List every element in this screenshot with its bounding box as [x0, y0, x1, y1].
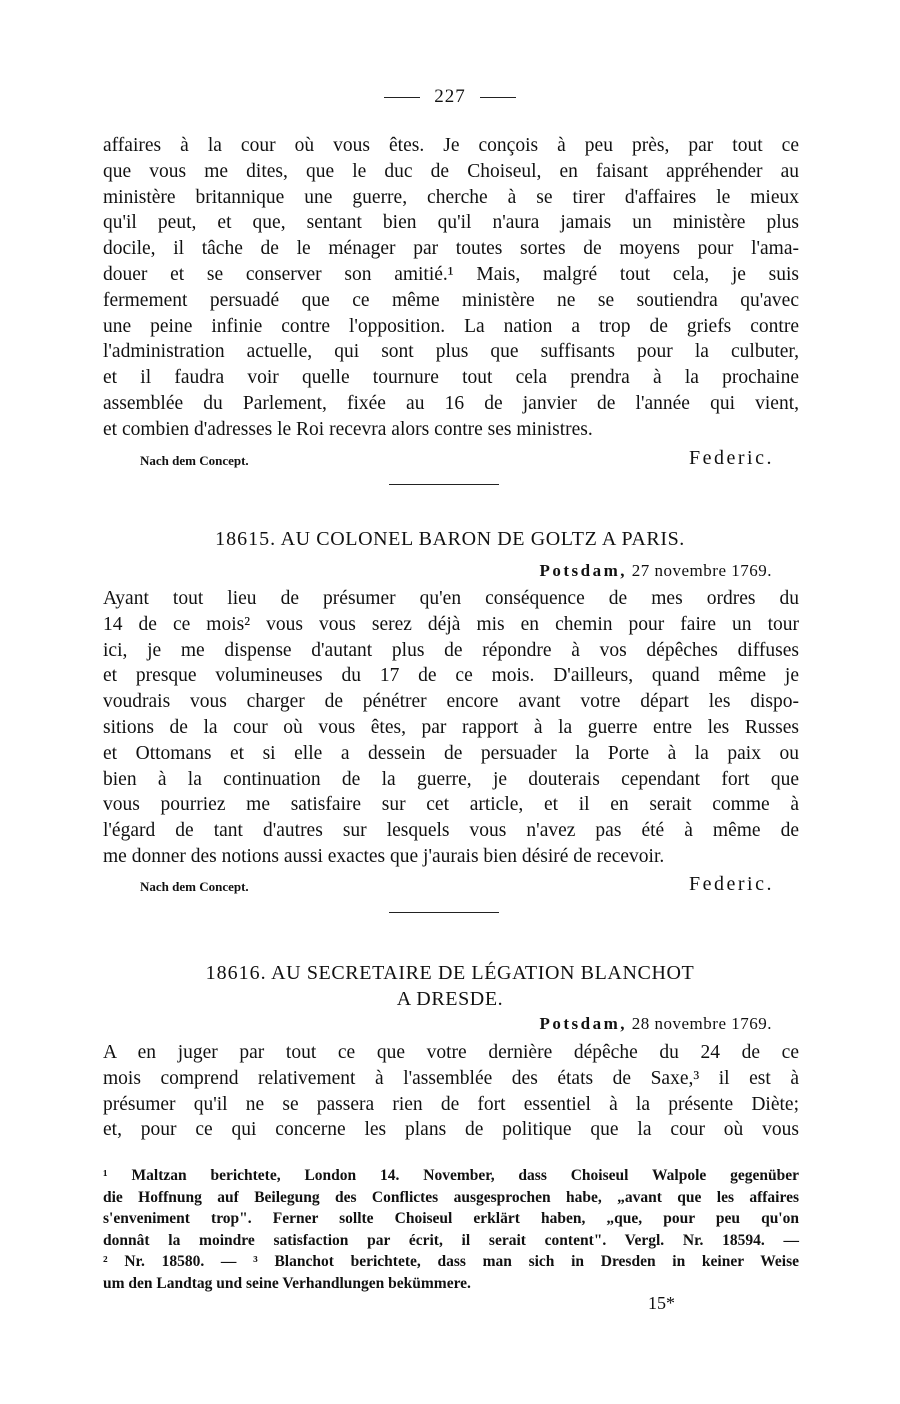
footnote-line: um den Landtag und seine Verhandlungen bekümmere. [103, 1274, 471, 1292]
letter-2-dateline [539, 561, 772, 581]
text-line: A en juger par tout ce que votre dernière dépêche du 24 de ce [103, 1042, 799, 1063]
text-line: et, pour ce qui concerne les plans de politique que la cour où vous [103, 1119, 799, 1141]
text-line: me donner des notions aussi exactes que j'aurais bien désiré de recevoir. [103, 845, 665, 867]
place: Potsdam, [539, 561, 628, 580]
letter-title: AU COLONEL BARON DE GOLTZ A PARIS. [280, 528, 685, 550]
signature: Federic. [689, 873, 774, 895]
text-line: affaires à la cour où vous êtes. Je conçois à peu près, par tout ce [103, 135, 799, 156]
footnote-line: donnât la moindre satisfaction par écrit, il serait content". Vergl. Nr. 18594. — [103, 1231, 799, 1249]
text-line: fermement persuadé que ce même ministère ne se soutiendra qu'avec [103, 289, 799, 311]
text-line: présumer qu'il ne se passera rien de fort essentiel à la présente Diète; [103, 1093, 799, 1115]
place: Potsdam, [539, 1014, 628, 1033]
text-line: et Ottomans et si elle a dessein de persuader la Porte à la paix ou [103, 742, 799, 764]
text-line: l'administration actuelle, qui sont plus que suffisants pour la culbuter, [103, 341, 799, 363]
footnote-line: ² Nr. 18580. — ³ Blanchot berichtete, dass man sich in Dresden in keiner Weise [103, 1253, 799, 1271]
date: 28 novembre 1769. [631, 1014, 772, 1033]
letter-1-closing [140, 447, 774, 471]
text-line: Ayant tout lieu de présumer qu'en conséquence de mes ordres du [103, 588, 799, 609]
section-divider [389, 484, 499, 485]
letter-2-closing [140, 873, 774, 897]
footnotes [103, 1165, 799, 1295]
text-line: assemblée du Parlement, fixée au 16 de janvier de l'année qui vient, [103, 392, 799, 414]
source-note: Nach dem Concept. [140, 453, 249, 468]
letter-3-heading-line-2 [0, 988, 900, 1011]
text-line: 14 de ce mois² vous vous serez déjà mis en chemin pour faire un tour [103, 613, 799, 635]
text-line: et presque volumineuses du 17 de ce mois. D'ailleurs, quand même je [103, 665, 799, 687]
letter-2-heading [0, 528, 900, 551]
signature: Federic. [689, 447, 774, 469]
text-line: ministère britannique une guerre, cherche à se tirer d'affaires le mieux [103, 186, 799, 208]
text-line: vous pourriez me satisfaire sur cet article, et il en serait comme à [103, 794, 799, 816]
header-rule-right [480, 97, 516, 98]
text-line: voudrais vous charger de pénétrer encore avant votre départ les dispo- [103, 691, 799, 713]
date: 27 novembre 1769. [631, 561, 772, 580]
text-line: bien à la continuation de la guerre, je douterais cependant fort que [103, 768, 799, 790]
text-line: docile, il tâche de le ménager par toutes sortes de moyens pour l'ama- [103, 238, 799, 260]
letter-1-body [103, 133, 799, 443]
text-line: et combien d'adresses le Roi recevra alors contre ses ministres. [103, 418, 593, 440]
text-line: que vous me dites, que le duc de Choiseul, en faisant appréhender au [103, 160, 799, 182]
text-line: une peine infinie contre l'opposition. La nation a trop de griefs contre [103, 315, 799, 337]
letter-title-continued: A DRESDE. [396, 988, 504, 1010]
letter-number: 18615. [215, 528, 277, 550]
letter-title: AU SECRETAIRE DE LÉGATION BLANCHOT [271, 962, 695, 984]
header-rule-left [384, 97, 420, 98]
letter-2-body [103, 586, 799, 870]
letter-3-heading [0, 962, 900, 985]
text-line: qu'il peut, et que, sentant bien qu'il n'aura jamais un ministère plus [103, 212, 799, 234]
text-line: ici, je me dispense d'autant plus de répondre à vos dépêches diffuses [103, 639, 799, 661]
footnote-line: s'enveniment trop". Ferner sollte Choiseul erklärt haben, „que, pour peu qu'on [103, 1210, 799, 1228]
text-line: l'égard de tant d'autres sur lesquels vous n'avez pas été à même de [103, 820, 799, 842]
letter-3-dateline [539, 1014, 772, 1034]
source-note: Nach dem Concept. [140, 879, 249, 894]
text-line: mois comprend relativement à l'assemblée des états de Saxe,³ il est à [103, 1067, 799, 1089]
letter-number: 18616. [205, 962, 267, 984]
letter-3-body [103, 1040, 799, 1143]
text-line: sitions de la cour où vous êtes, par rapport à la guerre entre les Russes [103, 716, 799, 738]
page-number: 227 [434, 86, 466, 107]
footnote-line: ¹ Maltzan berichtete, London 14. November, dass Choiseul Walpole gegenüber [103, 1167, 799, 1184]
text-line: et il faudra voir quelle tournure tout cela prendra à la prochaine [103, 367, 799, 389]
page-header [0, 86, 900, 108]
signature-mark: 15* [648, 1293, 675, 1313]
footnote-line: die Hoffnung auf Beilegung des Conflictes ausgesprochen habe, „avant que les affaires [103, 1188, 799, 1206]
text-line: douer et se conserver son amitié.¹ Mais, malgré tout cela, je suis [103, 263, 799, 285]
section-divider [389, 912, 499, 913]
